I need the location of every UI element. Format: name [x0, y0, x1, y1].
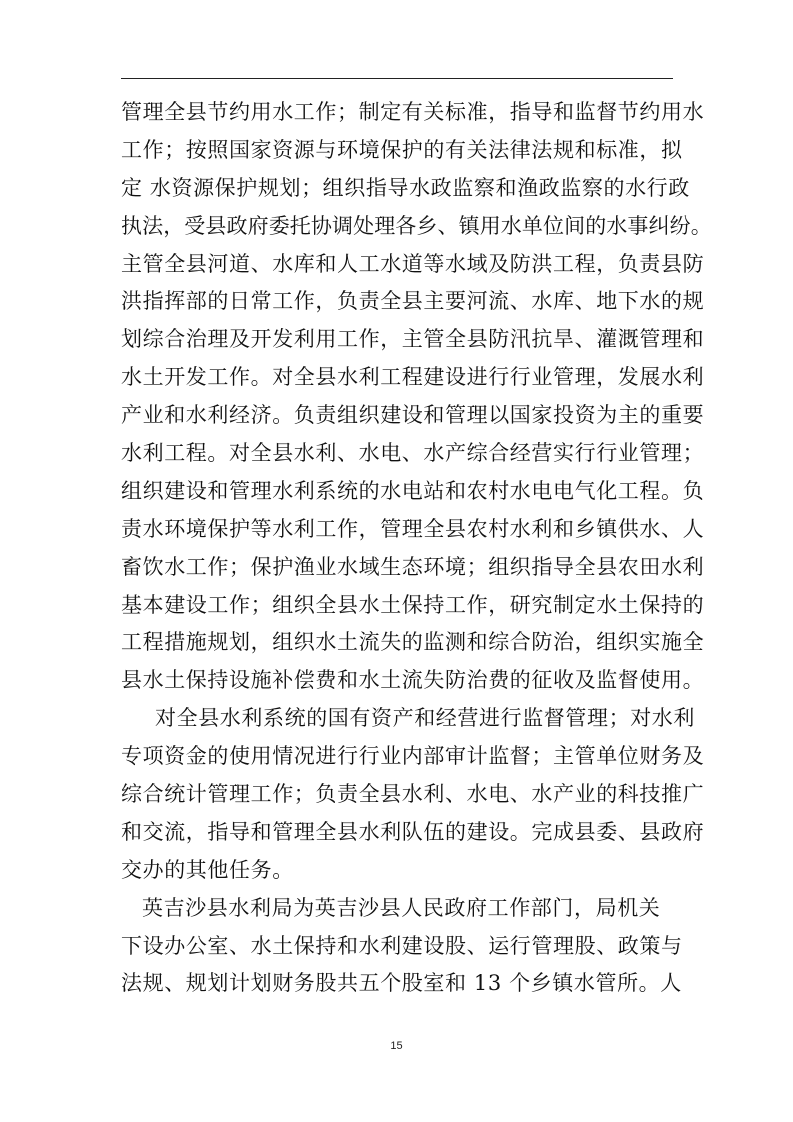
text-line: 产业和水利经济。负责组织建设和管理以国家投资为主的重要: [121, 403, 705, 428]
text-line: 责水环境保护等水利工作，管理全县农村水利和乡镇供水、人: [121, 516, 705, 541]
paragraph-start-line: 英吉沙县水利局为英吉沙县人民政府工作部门，局机关: [142, 895, 661, 920]
text-line: 基本建设工作；组织全县水土保持工作，研究制定水土保持的: [121, 592, 705, 617]
text-line: 工程措施规划，组织水土流失的监测和综合防治，组织实施全: [121, 630, 705, 655]
paragraph-start-line: 对全县水利系统的国有资产和经营进行监督管理；对水利: [155, 706, 695, 731]
text-line: 定 水资源保护规划；组织指导水政监察和渔政监察的水行政: [121, 175, 690, 200]
text-line: 专项资金的使用情况进行行业内部审计监督；主管单位财务及: [121, 744, 705, 769]
text-line: 和交流，指导和管理全县水利队伍的建设。完成县委、县政府: [121, 819, 705, 844]
text-line: 综合统计管理工作；负责全县水利、水电、水产业的科技推广: [121, 782, 705, 807]
text-line: 管理全县节约用水工作；制定有关标准，指导和监督节约用水: [121, 100, 705, 124]
text-line: 法规、规划计划财务股共五个股室和 13 个乡镇水管所。人: [121, 971, 682, 996]
text-line: 组织建设和管理水利系统的水电站和农村水电电气化工程。负: [121, 478, 705, 503]
text-line: 主管全县河道、水库和人工水道等水域及防洪工程，负责县防: [121, 251, 705, 276]
page-number: 15: [390, 1040, 403, 1052]
text-line: 水利工程。对全县水利、水电、水产综合经营实行行业管理；: [121, 441, 705, 466]
header-rule: [121, 78, 673, 79]
text-line: 执法，受县政府委托协调处理各乡、镇用水单位间的水事纠纷。: [121, 213, 712, 238]
text-line: 划综合治理及开发利用工作，主管全县防汛抗旱、灌溉管理和: [121, 327, 705, 352]
text-line: 下设办公室、水土保持和水利建设股、运行管理股、政策与: [121, 933, 683, 958]
text-line: 畜饮水工作；保护渔业水域生态环境；组织指导全县农田水利: [121, 554, 705, 579]
body-text: [121, 94, 712, 1003]
text-line: 水土开发工作。对全县水利工程建设进行行业管理，发展水利: [121, 365, 705, 390]
text-line: 县水土保持设施补偿费和水土流失防治费的征收及监督使用。: [121, 668, 705, 693]
text-line: 工作；按照国家资源与环境保护的有关法律法规和标准，拟: [121, 137, 683, 162]
text-line: 交办的其他任务。: [121, 857, 294, 882]
text-line: 洪指挥部的日常工作，负责全县主要河流、水库、地下水的规: [121, 289, 705, 314]
